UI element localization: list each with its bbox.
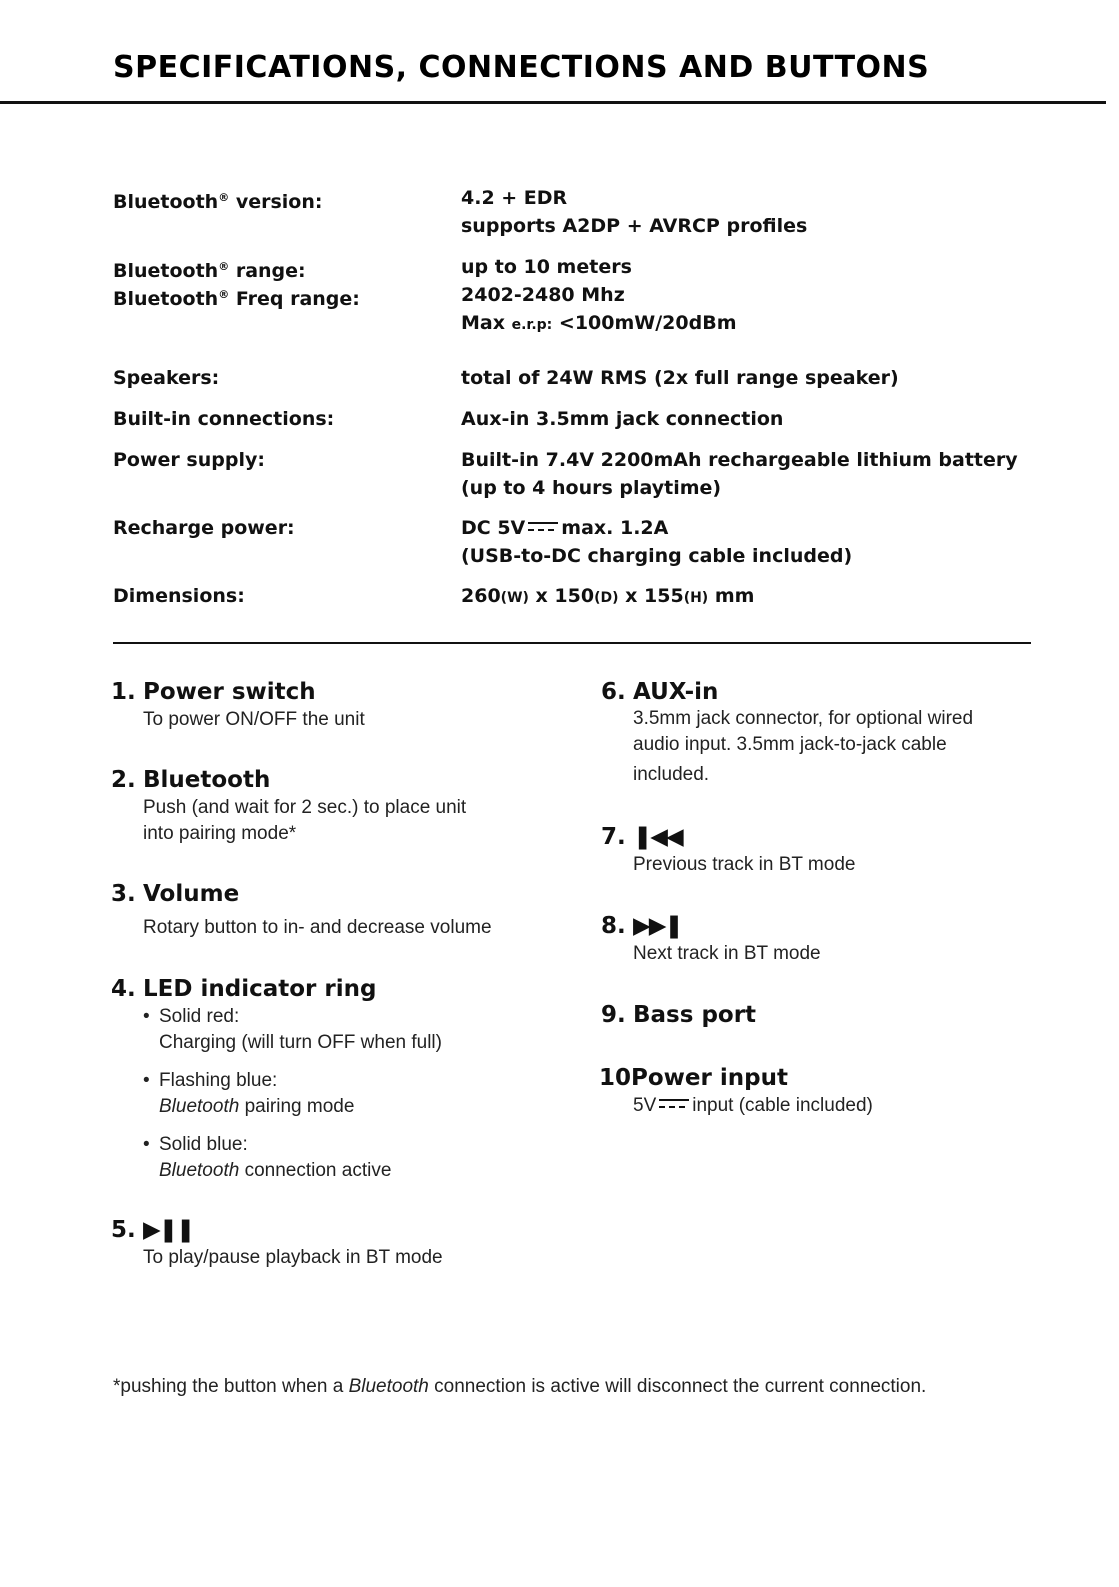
item-number: 9. xyxy=(601,1002,626,1028)
item-text: included. xyxy=(633,764,710,785)
spec-value: up to 10 meters xyxy=(461,256,632,278)
item-number: 5. xyxy=(111,1217,136,1243)
play-pause-icon: ▶❚❚ xyxy=(143,1217,194,1243)
spec-value: supports A2DP + AVRCP profiles xyxy=(461,215,808,237)
item-text: To power ON/OFF the unit xyxy=(143,709,365,730)
spec-value: 260(W) x 150(D) x 155(H) mm xyxy=(461,585,755,607)
item-text: Next track in BT mode xyxy=(633,943,821,964)
spec-value: Max e.r.p: <100mW/20dBm xyxy=(461,312,737,334)
item-heading: AUX-in xyxy=(633,679,719,705)
item-text: Previous track in BT mode xyxy=(633,854,856,875)
list-item: • Flashing blue: Bluetooth pairing mode xyxy=(143,1070,355,1117)
list-item: • Solid red: Charging (will turn OFF when full) xyxy=(143,1006,442,1053)
spec-label: Bluetooth® Freq range: xyxy=(113,288,360,310)
page-title: SPECIFICATIONS, CONNECTIONS AND BUTTONS xyxy=(113,50,930,85)
spec-value: Built-in 7.4V 2200mAh rechargeable lithium battery xyxy=(461,449,1018,471)
spec-value: 4.2 + EDR xyxy=(461,187,568,209)
dc-symbol-icon xyxy=(528,522,558,532)
item-number: 1. xyxy=(111,679,136,705)
spec-label: Dimensions: xyxy=(113,585,245,607)
item-heading: LED indicator ring xyxy=(143,976,377,1002)
previous-track-icon: ❚◀◀ xyxy=(633,824,682,850)
section-divider xyxy=(113,642,1031,644)
footnote: *pushing the button when a Bluetooth connection is active will disconnect the current connection. xyxy=(113,1376,927,1397)
item-text: Push (and wait for 2 sec.) to place unit xyxy=(143,797,467,818)
item-number: 10. xyxy=(599,1065,640,1091)
item-text: audio input. 3.5mm jack-to-jack cable xyxy=(633,734,947,755)
item-number: 8. xyxy=(601,913,626,939)
spec-label: Power supply: xyxy=(113,449,265,471)
spec-value: (USB-to-DC charging cable included) xyxy=(461,545,853,567)
spec-value: total of 24W RMS (2x full range speaker) xyxy=(461,367,899,389)
item-text: into pairing mode* xyxy=(143,823,297,844)
item-text: To play/pause playback in BT mode xyxy=(143,1247,443,1268)
item-number: 2. xyxy=(111,767,136,793)
spec-value: 2402-2480 Mhz xyxy=(461,284,625,306)
spec-label: Recharge power: xyxy=(113,517,295,539)
item-heading: Power input xyxy=(631,1065,788,1091)
spec-label: Bluetooth® version: xyxy=(113,191,323,213)
spec-label: Built-in connections: xyxy=(113,408,335,430)
item-text: Rotary button to in- and decrease volume xyxy=(143,917,492,938)
item-number: 3. xyxy=(111,881,136,907)
spec-value: (up to 4 hours playtime) xyxy=(461,477,722,499)
spec-label: Bluetooth® range: xyxy=(113,260,306,282)
item-number: 6. xyxy=(601,679,626,705)
next-track-icon: ▶▶❚ xyxy=(633,913,682,939)
dc-symbol-icon xyxy=(659,1099,689,1109)
item-text: 3.5mm jack connector, for optional wired xyxy=(633,708,974,729)
spec-value: DC 5V max. 1.2A xyxy=(461,517,669,539)
spec-value: Aux-in 3.5mm jack connection xyxy=(461,408,784,430)
list-item: • Solid blue: Bluetooth connection active xyxy=(143,1134,392,1181)
spec-label: Speakers: xyxy=(113,367,220,389)
title-divider xyxy=(0,101,1106,104)
item-heading: Bass port xyxy=(633,1002,757,1028)
item-heading: Power switch xyxy=(143,679,316,705)
item-text: 5V input (cable included) xyxy=(633,1095,873,1116)
item-number: 4. xyxy=(111,976,136,1002)
item-heading: Volume xyxy=(143,881,240,907)
item-heading: Bluetooth xyxy=(143,767,271,793)
item-number: 7. xyxy=(601,824,626,850)
